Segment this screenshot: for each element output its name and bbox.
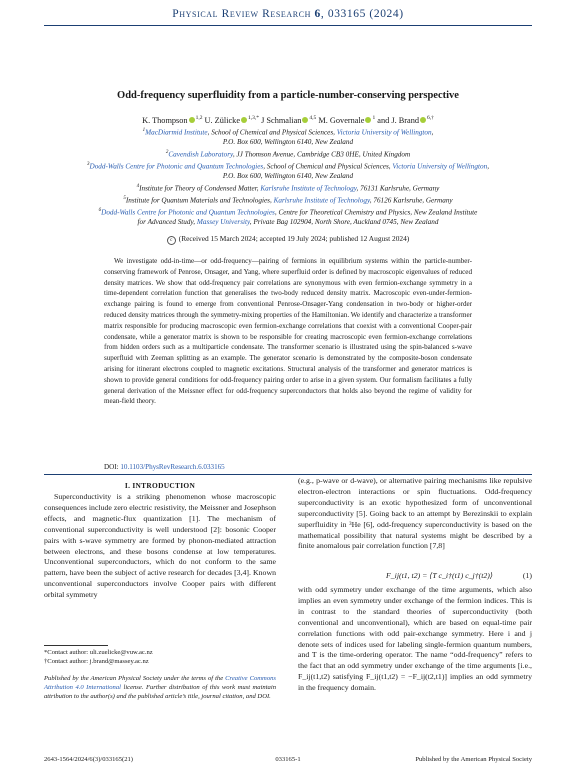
affiliation-text: , JJ Thomson Avenue, Cambridge CB3 0HE, United Kingdom <box>232 150 411 159</box>
affiliation-text: , <box>431 128 434 137</box>
received-text: (Received 15 March 2024; accepted 19 July 2024; published 12 August 2024) <box>178 234 410 243</box>
author-name: M. Governale <box>318 115 365 125</box>
author-name: K. Thompson <box>142 115 188 125</box>
footer-page-number: 033165-1 <box>275 756 301 763</box>
affiliation-link[interactable]: Victoria University of Wellington <box>392 162 488 171</box>
affiliation-link[interactable]: Karlsruhe Institute of Technology <box>260 184 357 193</box>
received-dates <box>30 234 546 245</box>
open-access-icon: c <box>167 236 176 245</box>
footnotes <box>44 649 276 666</box>
affiliation-list <box>30 126 546 228</box>
orcid-icon[interactable] <box>189 117 195 123</box>
journal-name[interactable]: Physical Review Research <box>172 8 312 20</box>
footer-publisher: Published by the American Physical Society <box>415 756 532 763</box>
author-affiliation-sup: 6,† <box>427 115 434 121</box>
affiliation-item <box>30 182 546 194</box>
license-pre: Published by the American Physical Society under the terms of the <box>44 675 226 682</box>
affiliation-number: 6 <box>98 207 102 213</box>
affiliation-item <box>30 206 546 218</box>
affiliation-link[interactable]: Karlsruhe Institute of Technology <box>273 196 370 205</box>
affiliation-number: 5 <box>123 195 126 201</box>
author-affiliation-sup: 1,2 <box>195 115 203 121</box>
abstract-rule <box>44 474 532 475</box>
intro-right-column-top: (e.g., p-wave or d-wave), or alternative pairing mechanisms like repulsive electron-electron interactions or spin fluctuations. Odd-frequency superconductivity is an exotic hypothesized form of unconventional superconductivity [5]. Going back to an attempt by Berezinskii to explain superfluidity in ³He [6], odd-frequency superconductivity is based on the mathematical possibility that natural systems might be described by a finite anomalous pair correlation function [7,8] <box>298 476 532 551</box>
affiliation-address <box>30 218 546 228</box>
equation-body: F_ij(t1, t2) = ⟨T c_i†(t1) c_j†(t2)⟩ <box>386 571 493 580</box>
journal-article-number: , 033165 (2024) <box>320 8 404 20</box>
affiliation-item <box>30 148 546 160</box>
affiliation-text: , 76126 Karlsruhe, Germany <box>369 196 453 205</box>
footer-issn: 2643-1564/2024/6(3)/033165(21) <box>44 756 134 763</box>
affiliation-item <box>30 194 546 206</box>
section-heading-introduction: I. INTRODUCTION <box>124 481 196 490</box>
affiliation-text: Institute for Quantum Materials and Technologies, <box>125 196 274 205</box>
orcid-icon[interactable] <box>365 117 371 123</box>
affiliation-number: 1 <box>142 128 146 133</box>
affiliation-link[interactable]: Massey University <box>196 217 250 226</box>
footnote-contact-1[interactable]: *Contact author: uli.zuelicke@vuw.ac.nz <box>44 649 153 656</box>
affiliation-address: P.O. Box 600, Wellington 6140, New Zealand <box>222 138 354 147</box>
doi-link[interactable]: 10.1103/PhysRevResearch.6.033165 <box>120 463 225 471</box>
affiliation-text: , School of Chemical and Physical Sciences, <box>263 162 393 171</box>
affiliation-number: 2 <box>165 149 169 155</box>
author-name: U. Zülicke <box>204 115 241 125</box>
author-name: J Schmalian <box>261 115 302 125</box>
orcid-icon[interactable] <box>302 117 308 123</box>
orcid-icon[interactable] <box>420 117 426 123</box>
orcid-icon[interactable] <box>241 117 247 123</box>
affiliation-item <box>30 160 546 172</box>
affiliation-link[interactable]: Dodd-Walls Centre for Photonic and Quantum Technologies <box>89 162 264 171</box>
affiliation-text: , Centre for Theoretical Chemistry and Physics, New Zealand Institute <box>274 208 478 217</box>
affiliation-text: , Private Bag 102904, North Shore, Auckland 0745, New Zealand <box>249 217 439 226</box>
affiliation-text: , <box>487 162 489 171</box>
license-post: license. Further distribution of this work must maintain attribution to the author(s) and the published article’s title, journal citation, and DOI. <box>44 684 276 701</box>
header-rule <box>44 25 532 26</box>
author-name: and J. Brand <box>377 115 420 125</box>
equation-number: (1) <box>522 571 532 580</box>
affiliation-text: for Advanced Study, <box>137 217 197 226</box>
footnote-contact-2[interactable]: †Contact author: j.brand@massey.ac.nz <box>44 657 149 665</box>
affiliation-number: 4 <box>136 183 140 189</box>
intro-right-column-bottom: with odd symmetry under exchange of the time arguments, which also implies an even symmetry under exchange of the fermion indices. This is in contrast to the standard theories of superconductivity (both conventional and unconventional), which are based on equal-time pair correlation functions with odd pair-exchange symmetry. Here i and j denote sets of indices used for labeling single-fermion quantum numbers, and T is the time-ordering operator. The name “odd-frequency” refers to the fact that an odd symmetry under exchange of the time arguments [i.e., F_ij(t1,t2) satisfying F_ij(t1,t2) = −F_ij(t2,t1)] implies an odd symmetry in the frequency domain. <box>298 585 532 693</box>
affiliation-link[interactable]: Cavendish Laboratory <box>168 150 233 159</box>
author-affiliation-sup: 4,5 <box>309 115 317 121</box>
affiliation-link[interactable]: Victoria University of Wellington <box>336 128 432 137</box>
affiliation-item <box>30 126 546 138</box>
affiliation-text: , 76131 Karlsruhe, Germany <box>356 184 440 193</box>
footnote-rule <box>44 645 108 646</box>
affiliation-address: P.O. Box 600, Wellington 6140, New Zealand <box>222 171 354 180</box>
doi <box>104 463 225 471</box>
affiliation-link[interactable]: MacDiarmid Institute <box>145 128 208 137</box>
abstract: We investigate odd-in-time—or odd-frequency—pairing of fermions in equilibrium systems within the particle-number-conserving framework of Penrose, Onsager, and Yang, where superfluid order is defined by macroscopic eigenvalues of reduced density matrices. We show that odd-frequency pair correlations are synonymous with even fermion-exchange symmetry in a time-dependent correlation function that generalises the two-body reduced density matrix. Macroscopic even-under-fermion-exchange pairing is found to emerge from conventional Penrose-Onsager-Yang condensation in two-body or higher-order reduced density matrices through the symmetry-mixing properties of the Hamiltonian. We identify and characterize a transformer matrix responsible for producing macroscopic even fermion-exchange correlations that coexist with a conventional Cooper-pair condensate, while a generator matrix is shown to be responsible for creating macroscopic even fermion-exchange correlations from hidden orders such as a multiparticle condensate. The transformer scenario is illustrated using the spin-balanced s-wave superfluid with Zeeman splitting as an example. The generator scenario is demonstrated by the composite-boson condensate arising for itinerant electrons coupled to magnetic excitations. Structural analysis of the transformer and generator matrices is shown to provide general conditions for odd-frequency pairing order to arise in a given system. Our formalism facilitates a fully general derivation of the Meissner effect for odd-frequency superconductors that holds also beyond the regime of validity for mean-field theory. <box>104 257 472 406</box>
journal-header <box>0 8 576 20</box>
intro-left-column: Superconductivity is a striking phenomenon whose macroscopic consequences include zero electric resistivity, the Meissner and Josephson effects, and magnetic-flux quantization [1]. The mechanism of conventional superconductivity is well understood [2]: bosonic Cooper pairs with s-wave symmetry are formed by phonon-mediated attraction between electrons, and these bosons condense at low temperatures. Unconventional superconductors, which do not conform to the same pattern, have been the subject of active research for decades [3,4]. Known unconventional superconductors involve Cooper pairs with different orbital symmetry <box>44 492 276 600</box>
doi-label: DOI: <box>104 463 121 471</box>
paper-title: Odd-frequency superfluidity from a particle-number-conserving perspective <box>117 90 459 101</box>
license-link[interactable]: Creative Commons Attribution 4.0 International <box>44 675 276 692</box>
journal-volume: 6 <box>314 8 321 20</box>
affiliation-link[interactable]: Dodd-Walls Centre for Photonic and Quantum Technologies <box>101 208 275 217</box>
affiliation-text: , School of Chemical and Physical Sciences, <box>207 128 337 137</box>
license-notice <box>44 674 276 702</box>
affiliation-text: Institute for Theory of Condensed Matter, <box>139 184 261 193</box>
author-affiliation-sup: 1,3,* <box>248 115 260 121</box>
affiliation-number: 3 <box>87 161 90 167</box>
author-list <box>30 113 546 126</box>
author-affiliation-sup: 1 <box>372 115 376 121</box>
